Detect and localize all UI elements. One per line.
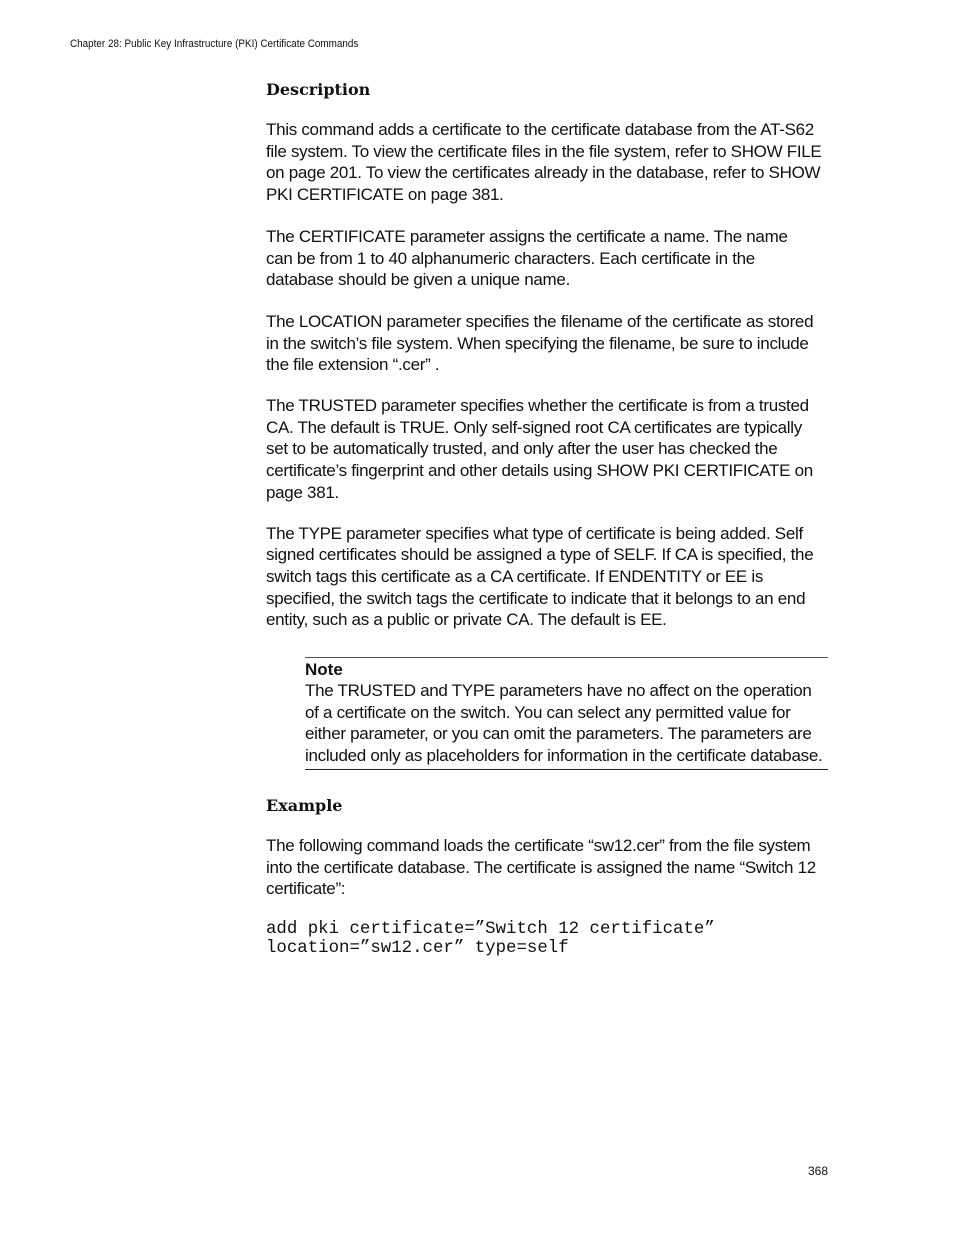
location-parameter-paragraph: The LOCATION parameter specifies the filename of the certificate as stored in the switch’s file system. When specifying the filename, be sure to include the file extension “.cer” . bbox=[266, 311, 814, 375]
note-text: The TRUSTED and TYPE parameters have no affect on the operation of a certificate on the switch. You can select any permitted value for either parameter, or you can omit the parameters. The parameters are included only as placeholders for information in the certificate database. bbox=[305, 681, 823, 766]
description-heading: Description bbox=[266, 80, 371, 99]
note-box bbox=[305, 657, 828, 770]
code-line: location=”sw12.cer” type=self bbox=[266, 939, 569, 959]
running-header: Chapter 28: Public Key Infrastructure (PKI) Certificate Commands bbox=[70, 38, 359, 50]
note-title: Note bbox=[305, 660, 343, 680]
page-number: 368 bbox=[808, 1164, 829, 1178]
type-parameter-paragraph: The TYPE parameter specifies what type of certificate is being added. Self signed certificates should be assigned a type of SELF. If CA is specified, the switch tags this certificate as a CA certificate. If ENDENTITY or EE is specified, the switch tags the certificate to indicate that it belongs to an end entity, such as a public or private CA. The default is EE. bbox=[266, 523, 814, 630]
example-intro-paragraph: The following command loads the certificate “sw12.cer” from the file system into the certificate database. The certificate is assigned the name “Switch 12 certificate”: bbox=[266, 835, 816, 899]
code-line: add pki certificate=”Switch 12 certificate” bbox=[266, 919, 715, 939]
code-block bbox=[266, 920, 830, 959]
example-heading: Example bbox=[266, 795, 343, 815]
certificate-parameter-paragraph: The CERTIFICATE parameter assigns the certificate a name. The name can be from 1 to 40 alphanumeric characters. Each certificate in the database should be given a unique name. bbox=[266, 226, 788, 290]
main-content bbox=[266, 78, 830, 959]
description-paragraph: This command adds a certificate to the certificate database from the AT-S62 file system. To view the certificate files in the file system, refer to SHOW FILE on page 201. To view the certificates already in the database, refer to SHOW PKI CERTIFICATE on page 381. bbox=[266, 120, 822, 205]
trusted-parameter-paragraph: The TRUSTED parameter specifies whether the certificate is from a trusted CA. The default is TRUE. Only self-signed root CA certificates are typically set to be automatically trusted, and only after the user has checked the certificate’s fingerprint and other details using SHOW PKI CERTIFICATE on page 381. bbox=[266, 396, 813, 502]
